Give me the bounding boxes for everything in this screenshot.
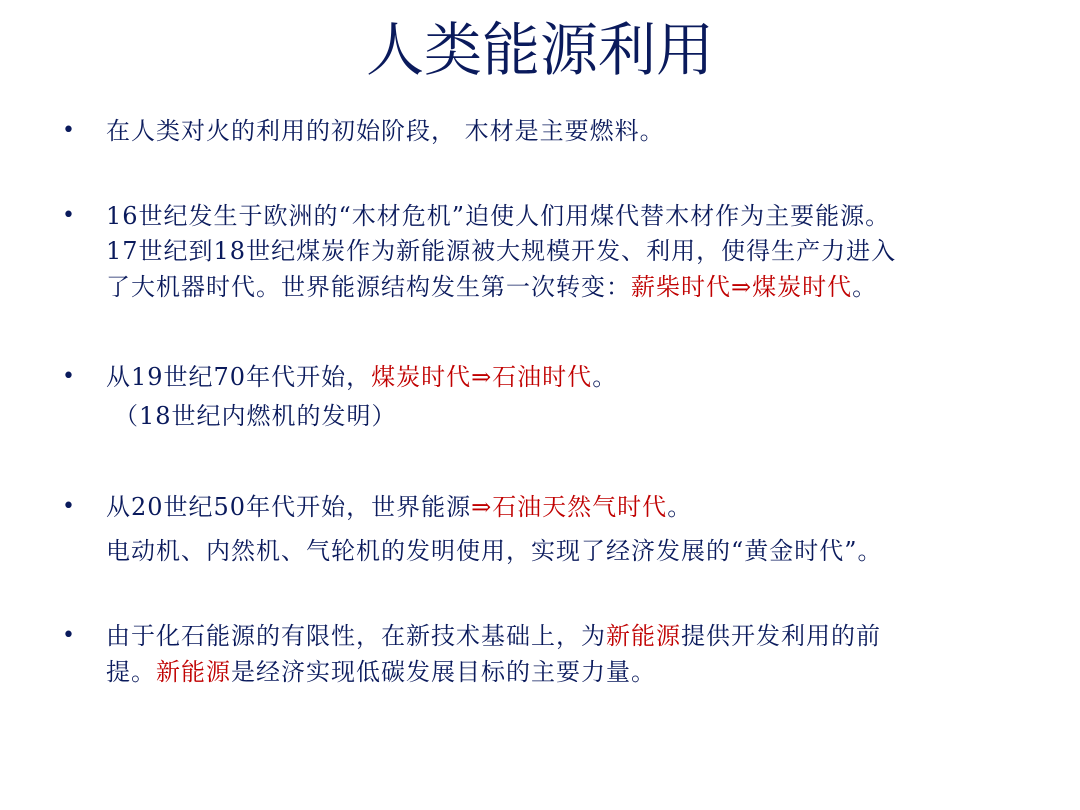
- bullet-text: 由于化石能源的有限性，在新技术基础上，为: [106, 622, 606, 650]
- bullet-text: 。: [592, 363, 618, 391]
- bullet-text: 电动机、内然机、气轮机的发明使用，实现了经济发展的“黄金时代”。: [106, 537, 883, 565]
- bullet-4-line-1: [106, 490, 692, 524]
- bullet-3-line-2: [114, 399, 397, 433]
- bullet-text: 。: [667, 493, 693, 521]
- bullet-text: 在人类对火的利用的初始阶段， 木材是主要燃料。: [106, 117, 665, 145]
- bullet-marker: •: [62, 364, 75, 389]
- bullet-text: 从20世纪50年代开始，世界能源: [106, 493, 472, 521]
- bullet-5-line-2: [106, 655, 656, 689]
- bullet-4-line-2: [106, 534, 883, 568]
- bullet-text: 从19世纪70年代开始，: [106, 363, 372, 391]
- highlight-text: ⇒石油天然气时代: [471, 493, 668, 521]
- bullet-text: 16世纪发生于欧洲的“木材危机”迫使人们用煤代替木材作为主要能源。: [106, 202, 891, 230]
- bullet-2-line-2: [106, 234, 896, 268]
- bullet-text: 提。: [106, 658, 156, 686]
- bullet-1-line-1: [106, 114, 665, 148]
- bullet-2-line-3: [106, 270, 877, 304]
- highlight-text: 新能源: [156, 658, 231, 686]
- bullet-text: 。: [852, 273, 878, 301]
- bullet-2-line-1: [106, 199, 890, 233]
- highlight-text: 煤炭时代⇒石油时代: [371, 363, 593, 391]
- highlight-text: 新能源: [606, 622, 681, 650]
- bullet-3-line-1: [106, 360, 617, 394]
- bullet-text: 提供开发利用的前: [681, 622, 881, 650]
- bullet-text: 了大机器时代。世界能源结构发生第一次转变：: [106, 273, 631, 301]
- bullet-marker: •: [62, 623, 75, 648]
- bullet-marker: •: [62, 203, 75, 228]
- bullet-marker: •: [62, 118, 75, 143]
- bullet-marker: •: [62, 494, 75, 519]
- bullet-text: （18世纪内燃机的发明）: [114, 402, 397, 430]
- highlight-text: 薪柴时代⇒煤炭时代: [631, 273, 853, 301]
- slide-title: 人类能源利用: [365, 16, 714, 84]
- bullet-5-line-1: [106, 619, 881, 653]
- bullet-text: 17世纪到18世纪煤炭作为新能源被大规模开发、利用，使得生产力进入: [106, 237, 897, 265]
- bullet-text: 是经济实现低碳发展目标的主要力量。: [231, 658, 656, 686]
